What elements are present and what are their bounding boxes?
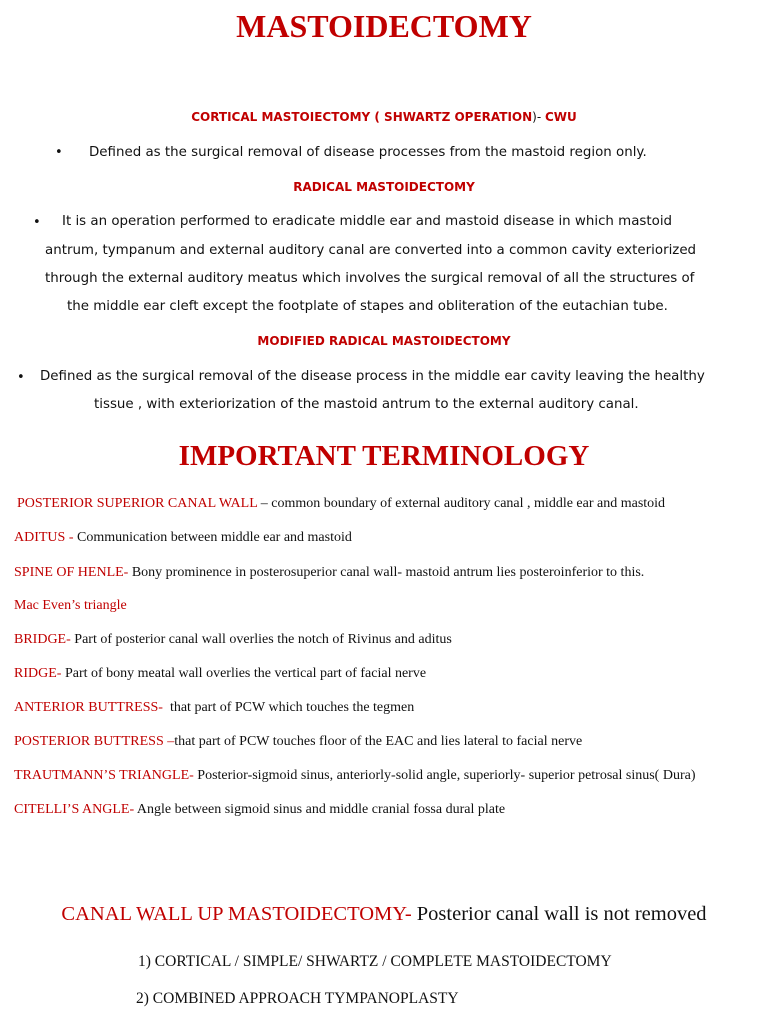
term-label: RIDGE- [14, 666, 65, 681]
term-spine-of-henle [14, 565, 644, 581]
term-mac-evens-triangle [14, 598, 127, 614]
term-label: BRIDGE- [14, 632, 75, 647]
term-label: SPINE OF HENLE- [14, 565, 132, 580]
cortical-heading-red: CORTICAL MASTOIECTOMY ( SHWARTZ OPERATION [191, 110, 533, 124]
term-trautmanns-triangle [14, 768, 695, 784]
term-definition: Part of bony meatal wall overlies the vertical part of facial nerve [64, 666, 427, 681]
term-label: POSTERIOR SUPERIOR CANAL WALL [17, 496, 258, 511]
radical-line-3: through the external auditory meatus which involves the surgical removal of all the structures of [45, 271, 695, 286]
modified-line-2: tissue , with exteriorization of the mastoid antrum to the external auditory canal. [94, 397, 639, 412]
term-definition: Posterior-sigmoid sinus, anteriorly-solid angle, superiorly- superior petrosal sinus( Dura) [197, 768, 696, 783]
cortical-heading-sep: )- [532, 110, 545, 124]
canal-wall-up-heading [0, 903, 768, 926]
term-definition: Part of posterior canal wall overlies the notch of Rivinus and aditus [74, 632, 452, 647]
page-title: MASTOIDECTOMY [236, 8, 532, 44]
radical-line-2: antrum, tympanum and external auditory canal are converted into a common cavity exteriorized [45, 243, 697, 258]
term-label: Mac Even’s triangle [14, 598, 127, 613]
term-label: CITELLI’S ANGLE- [14, 802, 137, 817]
term-citellis-angle [14, 802, 505, 818]
term-definition: that part of PCW which touches the tegmen [162, 700, 415, 715]
term-definition: Angle between sigmoid sinus and middle cranial fossa dural plate [136, 802, 506, 817]
terminology-heading: IMPORTANT TERMINOLOGY [178, 440, 590, 472]
canal-wall-up-definition: Posterior canal wall is not removed [411, 903, 707, 925]
term-posterior-buttress [14, 734, 582, 750]
radical-line-1: It is an operation performed to eradicate middle ear and mastoid disease in which mastoid [62, 214, 673, 229]
term-definition: – common boundary of external auditory canal , middle ear and mastoid [257, 496, 666, 511]
bullet-icon: • [55, 145, 63, 160]
term-definition: Communication between middle ear and mastoid [77, 530, 352, 545]
term-label: ADITUS - [14, 530, 77, 545]
cortical-heading-tail: CWU [545, 110, 577, 124]
modified-line-1: Defined as the surgical removal of the disease process in the middle ear cavity leaving the healthy [40, 369, 705, 384]
canal-wall-up-item-1: 1) CORTICAL / SIMPLE/ SHWARTZ / COMPLETE MASTOIDECTOMY [138, 953, 612, 970]
term-label: ANTERIOR BUTTRESS- [14, 700, 163, 715]
modified-radical-heading: MODIFIED RADICAL MASTOIDECTOMY [257, 334, 511, 348]
bullet-icon: • [17, 370, 25, 385]
term-posterior-superior-canal-wall [17, 496, 665, 512]
bullet-icon: • [33, 215, 41, 230]
cortical-mastoidectomy-heading [0, 110, 768, 124]
radical-mastoidectomy-heading: RADICAL MASTOIDECTOMY [293, 180, 475, 194]
cortical-definition: Defined as the surgical removal of disease processes from the mastoid region only. [89, 145, 647, 160]
term-bridge [14, 632, 452, 648]
canal-wall-up-item-2: 2) COMBINED APPROACH TYMPANOPLASTY [136, 990, 459, 1007]
term-ridge [14, 666, 426, 682]
term-label: POSTERIOR BUTTRESS – [14, 734, 175, 749]
term-definition: that part of PCW touches floor of the EAC and lies lateral to facial nerve [174, 734, 583, 749]
term-label: TRAUTMANN’S TRIANGLE- [14, 768, 198, 783]
radical-line-4: the middle ear cleft except the footplate of stapes and obliteration of the eutachian tube. [67, 299, 668, 314]
term-definition: Bony prominence in posterosuperior canal wall- mastoid antrum lies posteroinferior to this. [131, 565, 645, 580]
canal-wall-up-label: CANAL WALL UP MASTOIDECTOMY- [61, 903, 412, 925]
term-anterior-buttress [14, 700, 414, 716]
term-aditus [14, 530, 352, 546]
